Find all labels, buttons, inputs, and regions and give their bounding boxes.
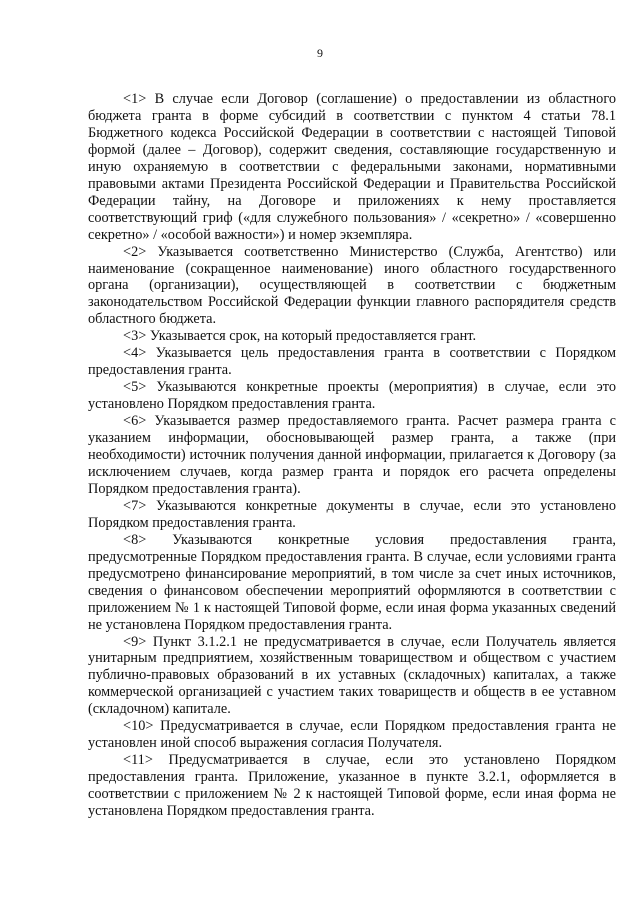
footnote-4: <4> Указывается цель предоставления гранта в соответствии с Порядком предоставления гранта.: [88, 345, 616, 379]
footnote-6: <6> Указывается размер предоставляемого гранта. Расчет размера гранта с указанием информации, обосновывающей размер гранта, а также (при необходимости) источник получения данной информации, прилагается к Договору (за исключением случаев, когда размер гранта и порядок его расчета определены Порядком предоставления гранта).: [88, 413, 616, 497]
footnote-3: <3> Указывается срок, на который предоставляется грант.: [123, 328, 477, 345]
footnote-5: <5> Указываются конкретные проекты (мероприятия) в случае, если это установлено Порядком предоставления гранта.: [88, 379, 616, 413]
footnote-8: <8> Указываются конкретные условия предоставления гранта, предусмотренные Порядком предоставления гранта. В случае, если условиями гранта предусмотрено финансирование мероприятий, в том числе за счет иных источников, сведения о финансовом обеспечении мероприятий оформляются в соответствии с приложением № 1 к настоящей Типовой форме, если иная форма указанных сведений не установлена Порядком предоставления гранта.: [88, 531, 616, 633]
footnotes-list: [88, 91, 616, 820]
footnote-9: <9> Пункт 3.1.2.1 не предусматривается в случае, если Получатель является унитарным предприятием, хозяйственным товариществом и обществом с участием публично-правовых образований в их уставных (складочных) капиталах, а также коммерческой организацией с участием таких товариществ и обществ в ее уставном (складочном) капитале.: [88, 633, 616, 718]
footnote-10: <10> Предусматривается в случае, если Порядком предоставления гранта не установлен иной способ выражения согласия Получателя.: [88, 718, 616, 752]
footnote-7: <7> Указываются конкретные документы в случае, если это установлено Порядком предоставления гранта.: [88, 497, 616, 531]
footnote-2: <2> Указывается соответственно Министерство (Служба, Агентство) или наименование (сокращенное наименование) иного областного государственного органа (организации), осуществляющей в соответствии с бюджетным законодательством Российской Федерации функции главного распорядителя средств областного бюджета.: [88, 243, 616, 328]
page-number: 9: [317, 46, 323, 60]
footnote-1: <1> В случае если Договор (соглашение) о предоставлении из областного бюджета гранта в форме субсидий в соответствии с пунктом 4 статьи 78.1 Бюджетного кодекса Российской Федерации в соответствии с настоящей Типовой формой (далее – Договор), содержит сведения, составляющие государственную и иную охраняемую в соответствии с федеральными законами, нормативными правовыми актами Президента Российской Федерации и Правительства Российской Федерации тайну, на Договоре и приложениях к нему проставляется соответствующий гриф («для служебного пользования» / «секретно» / «совершенно секретно» / «особой важности») и номер экземпляра.: [88, 91, 616, 243]
footnote-11: <11> Предусматривается в случае, если это установлено Порядком предоставления гранта. Приложение, указанное в пункте 3.2.1, оформляется в соответствии с приложением № 2 к настоящей Типовой форме, если иная форма не установлена Порядком предоставления гранта.: [88, 752, 616, 820]
